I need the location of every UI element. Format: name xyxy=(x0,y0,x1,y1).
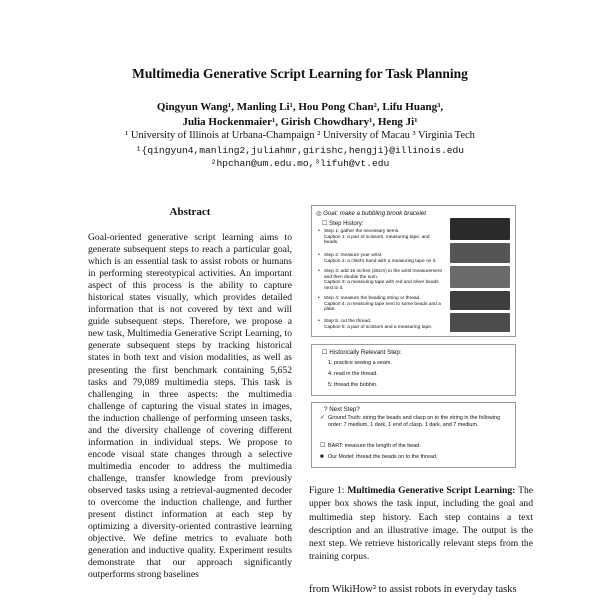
affiliations: ¹ University of Illinois at Urbana-Champaign ² University of Macau ³ Virginia Tech xyxy=(125,130,475,141)
relevant-step: 5: thread the bobbin. xyxy=(328,382,378,388)
step-item: • Step 1: gather the necessary items. Caption 1: a pair of scissors, measuring tape, and beads. xyxy=(318,228,430,246)
step-item: • Step 3: add 16 inches (25cm) to the wrist measurement and then double the sum. Caption 3: a measuring tape with red and silver beads next to it. xyxy=(318,268,442,291)
list-icon: ☐ xyxy=(322,349,328,356)
goal-icon: ◎ xyxy=(316,210,322,217)
caption-title: Multimedia Generative Script Learning: xyxy=(347,485,516,496)
abstract-text: Goal-oriented generative script learning aims to generate subsequent steps to reach a particular goal, which is an essential task to assist robots or humans in performing stereotypical activities. An important aspect of this process is the ability to capture historical states visually, which provides detailed information that is not covered by text and will guide subsequent steps. Therefore, we propose a new task, Multimedia Generative Script Learning, to generate subsequent steps by tracking historical states in both text and vision modalities, as well as presenting the first benchmark containing 5,652 tasks and 79,089 multimedia steps. This task is challenging in three aspects: the multimedia challenge of capturing the visual states in images, the induction challenge of performing unseen tasks, and the diversity challenge of covering different information in individual steps. We propose to encode visual state changes through a selective multimedia encoder to address the multimedia challenge, transfer knowledge from previously observed tasks using a retrieval-augmented decoder to overcome the induction challenge, and further present distinct information at each step by optimizing a diversity-oriented contrastive learning objective. We define metrics to evaluate both generation and inductive quality. Experiment results demonstrate that our approach significantly outperforms strong baselines xyxy=(88,232,292,581)
body-text-line: from WikiHow² to assist robots in everyday tasks xyxy=(309,584,517,595)
bart-output: ☐ BART: measure the length of the bead. xyxy=(320,443,421,449)
bullet-icon: • xyxy=(318,295,320,301)
step-image xyxy=(450,243,510,263)
caption-text: The upper box shows the task input, including the goal and multimedia step history. Each step contains a text description and an illustrative image. The output is the next step. We retrieve historically relevant steps from the training corpus. xyxy=(309,485,533,563)
check-icon: ✓ xyxy=(320,415,326,421)
step-image xyxy=(450,291,510,310)
step-item: • Step 2: measure your wrist. Caption 2: a child's hand with a measuring tape on it. xyxy=(318,252,437,264)
caption-label: Figure 1: xyxy=(309,485,345,496)
authors-line-2: Julia Hockenmaier¹, Girish Chowdhary¹, Heng Ji¹ xyxy=(182,116,418,128)
question-icon: ? xyxy=(324,406,328,413)
bullet-icon: • xyxy=(318,318,320,324)
history-icon: ☐ xyxy=(322,221,328,227)
email-line-1: ¹{qingyun4,manling2,juliahmr,girishc,hengji}@illinois.edu xyxy=(135,145,465,156)
task-input-box xyxy=(311,205,516,337)
email-line-2: ²hpchan@um.edu.mo,³lifuh@vt.edu xyxy=(210,158,390,169)
abstract-heading: Abstract xyxy=(169,206,211,218)
figure-1 xyxy=(311,205,516,468)
relevant-step: 4: read in the thread. xyxy=(328,371,378,377)
step-image xyxy=(450,266,510,288)
goal-text xyxy=(316,210,426,217)
model-icon: ■ xyxy=(320,454,324,460)
step-image xyxy=(450,218,510,240)
paper-title: Multimedia Generative Script Learning for Task Planning xyxy=(132,66,468,81)
author-emails xyxy=(0,144,600,170)
bullet-icon: • xyxy=(318,228,320,234)
figure-caption xyxy=(309,484,533,564)
step-item: • Step 5: cut the thread. Caption 5: a pair of scissors and a measuring tape. xyxy=(318,318,433,330)
bullet-icon: • xyxy=(318,252,320,258)
step-history-label: ☐ Step History: xyxy=(322,221,364,227)
author-list xyxy=(0,100,600,130)
authors-line-1: Qingyun Wang¹, Manling Li¹, Hou Pong Chan², Lifu Huang³, xyxy=(156,101,444,113)
goal-label: Goal: make a bubbling brook bracelet xyxy=(323,210,426,217)
relevant-steps-heading: ☐ Historically Relevant Step: xyxy=(322,349,402,356)
step-image xyxy=(450,313,510,332)
our-model-output: ■ Our Model: thread the beads on to the thread. xyxy=(320,454,438,460)
robot-icon: ☐ xyxy=(320,443,326,449)
ground-truth-text: ✓ Ground Truth: string the beads and clasp on to the string in the following order: 7 medium, 1 dark, 1 end of clasp, 1 dark, and 7 medium. xyxy=(320,415,501,428)
step-item: • Step 4: measure the beading string or thread. Caption 4: a measuring tape next to some beads and a plate. xyxy=(318,295,441,313)
next-step-heading: ? Next Step? xyxy=(324,406,360,413)
bullet-icon: • xyxy=(318,268,320,274)
relevant-step: 1: practice sewing a seam. xyxy=(328,360,392,366)
next-step-box xyxy=(311,402,516,468)
relevant-steps-box xyxy=(311,344,516,396)
step-images xyxy=(450,218,510,332)
